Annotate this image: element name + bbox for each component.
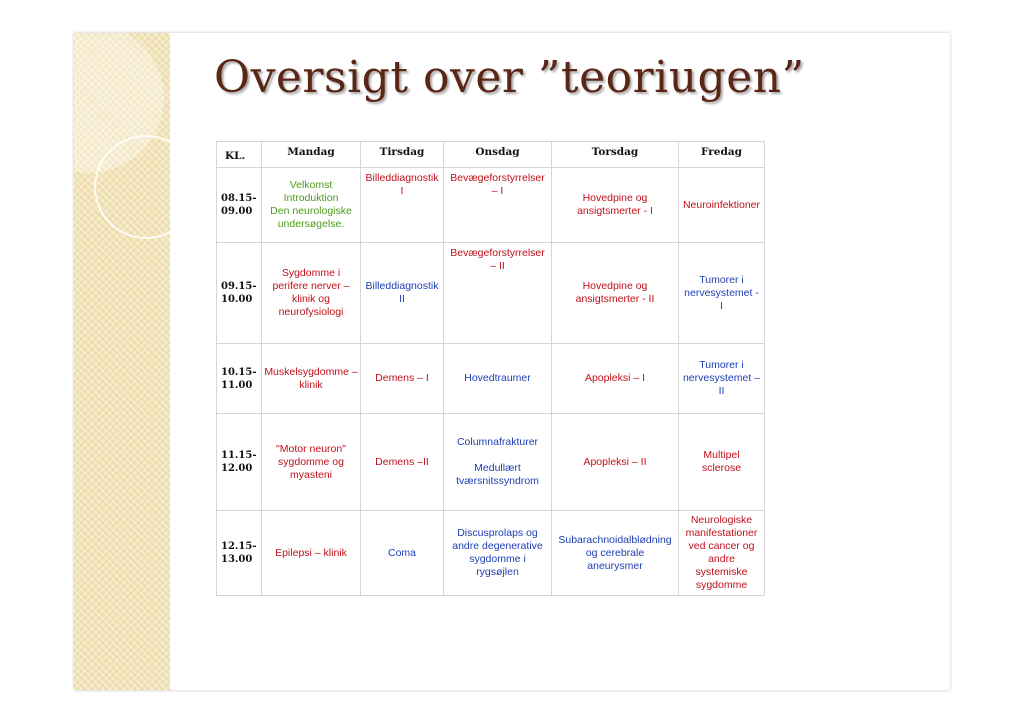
fredag-cell-line: nervesystemet - — [684, 286, 759, 299]
time-line: 09.00 — [221, 206, 253, 217]
torsdag-cell — [552, 168, 679, 243]
schedule-table — [216, 141, 765, 596]
tirsdag-cell-line: Billeddiagnostik — [365, 172, 439, 184]
fredag-cell-line: Neurologiske — [690, 514, 753, 526]
header-onsdag: Onsdag — [444, 142, 552, 168]
fredag-cell — [679, 414, 765, 511]
mandag-cell-line: Epilepsi – klinik — [275, 546, 347, 559]
torsdag-cell-line: og cerebrale — [585, 546, 645, 559]
mandag-cell-line: undersøgelse. — [277, 218, 345, 230]
tirsdag-cell-line: Demens – I — [375, 372, 429, 384]
header-mandag: Mandag — [262, 142, 361, 168]
time-line: 11.00 — [221, 379, 253, 391]
time-line: 08.15- — [221, 193, 257, 204]
mandag-cell-line: Introduktion — [283, 192, 339, 204]
tirsdag-cell — [361, 243, 444, 344]
time-line: 13.00 — [221, 554, 253, 565]
fredag-cell — [679, 344, 765, 414]
onsdag-cell-line: Discusprolaps og — [457, 527, 538, 539]
fredag-cell-line: nervesystemet – — [682, 372, 761, 384]
schedule-row — [217, 511, 765, 596]
torsdag-cell-line: Hovedpine og — [582, 280, 648, 292]
torsdag-cell-line: aneurysmer — [587, 559, 643, 572]
time-cell — [217, 168, 262, 243]
torsdag-cell-line: ansigtsmerter - I — [577, 205, 653, 217]
onsdag-cell-line: Columnafrakturer — [456, 436, 539, 448]
schedule-row — [217, 344, 765, 414]
tirsdag-cell-line: Billeddiagnostik — [365, 280, 439, 292]
onsdag-cell-line: – I — [491, 185, 504, 197]
tirsdag-cell-line: I — [400, 185, 404, 197]
fredag-cell-line: manifestationer — [685, 527, 758, 539]
fredag-cell-line: II — [718, 385, 725, 397]
torsdag-cell — [552, 511, 679, 596]
tirsdag-cell — [361, 344, 444, 414]
onsdag-cell-line: tværsnitssyndrom — [456, 475, 539, 487]
mandag-cell — [262, 243, 361, 344]
onsdag-cell-line: Bevægeforstyrrelser — [450, 172, 545, 184]
schedule-row — [217, 243, 765, 344]
mandag-cell-line: sygdomme og — [278, 455, 344, 468]
mandag-cell-line: Muskelsygdomme – — [264, 365, 358, 378]
onsdag-cell-line: andre degenerative — [452, 540, 543, 552]
mandag-cell-line: Den neurologiske — [270, 205, 352, 217]
onsdag-cell — [444, 414, 552, 511]
header-row — [217, 142, 765, 168]
fredag-cell-line: systemiske — [695, 566, 748, 578]
torsdag-cell-line: Hovedpine og — [582, 192, 648, 204]
mandag-cell-line: myasteni — [289, 468, 332, 481]
time-cell — [217, 414, 262, 511]
mandag-cell-line: klinik — [299, 378, 323, 391]
time-cell — [217, 511, 262, 596]
onsdag-cell-line: – II — [490, 260, 505, 272]
onsdag-cell — [444, 168, 552, 243]
tirsdag-cell — [361, 511, 444, 596]
fredag-cell-line: Multipel — [703, 449, 740, 461]
mandag-cell — [262, 511, 361, 596]
onsdag-cell-line: sygdomme i — [469, 553, 526, 565]
onsdag-cell-line — [445, 449, 550, 462]
mandag-cell-line: Velkomst — [289, 179, 333, 191]
fredag-cell-line: ved cancer og — [688, 540, 755, 552]
header-tirsdag: Tirsdag — [361, 142, 444, 168]
mandag-cell — [262, 168, 361, 243]
onsdag-cell-line: Hovedtraumer — [464, 372, 531, 384]
torsdag-cell-line: Apopleksi – I — [584, 372, 646, 384]
onsdag-cell — [444, 344, 552, 414]
schedule-row — [217, 168, 765, 243]
tirsdag-cell — [361, 168, 444, 243]
mandag-cell-line: neurofysiologi — [278, 306, 344, 318]
torsdag-cell — [552, 344, 679, 414]
torsdag-cell-line: Apopleksi – II — [583, 455, 647, 468]
header-fredag: Fredag — [679, 142, 765, 168]
fredag-cell-line: Neuroinfektioner — [682, 198, 761, 211]
decorative-sidebar — [74, 33, 170, 690]
torsdag-cell-line: ansigtsmerter - II — [575, 293, 655, 305]
torsdag-cell-line: Subarachnoidalblødning — [558, 533, 672, 546]
fredag-cell — [679, 511, 765, 596]
time-line: 10.00 — [221, 294, 253, 305]
tirsdag-cell — [361, 414, 444, 511]
fredag-cell-line: Tumorer i — [699, 359, 744, 371]
mandag-cell — [262, 344, 361, 414]
fredag-cell-line: sygdomme — [695, 579, 748, 591]
time-line: 09.15- — [221, 281, 257, 292]
slide-title: Oversigt over ”teoriugen” — [214, 52, 805, 103]
tirsdag-cell-line: Coma — [387, 546, 416, 559]
header-torsdag: Torsdag — [552, 142, 679, 168]
time-cell — [217, 243, 262, 344]
onsdag-cell — [444, 511, 552, 596]
fredag-cell — [679, 243, 765, 344]
time-line: 10.15- — [221, 366, 257, 378]
torsdag-cell — [552, 414, 679, 511]
time-cell — [217, 344, 262, 414]
onsdag-cell-line: Medullært — [474, 462, 521, 474]
schedule-row — [217, 414, 765, 511]
fredag-cell-line: Tumorer i — [699, 273, 744, 286]
tirsdag-cell-line: II — [399, 293, 405, 305]
header-time: KL. — [217, 142, 262, 168]
time-line: 12.00 — [221, 463, 253, 474]
mandag-cell-line: perifere nerver – — [272, 280, 350, 292]
time-line: 11.15- — [221, 450, 257, 461]
time-line: 12.15- — [221, 541, 257, 552]
tirsdag-cell-line: Demens –II — [375, 455, 429, 468]
fredag-cell-line: andre — [708, 553, 735, 565]
mandag-cell-line: "Motor neuron" — [276, 442, 346, 455]
fredag-cell — [679, 168, 765, 243]
mandag-cell — [262, 414, 361, 511]
onsdag-cell — [444, 243, 552, 344]
fredag-cell-line: sclerose — [701, 462, 742, 474]
mandag-cell-line: Sygdomme i — [281, 267, 341, 279]
onsdag-cell-line: rygsøjlen — [476, 566, 519, 578]
onsdag-cell-line: Bevægeforstyrrelser — [450, 247, 545, 259]
mandag-cell-line: klinik og — [292, 293, 330, 305]
decorative-ring — [94, 135, 198, 239]
torsdag-cell — [552, 243, 679, 344]
fredag-cell-line: I — [720, 299, 723, 312]
